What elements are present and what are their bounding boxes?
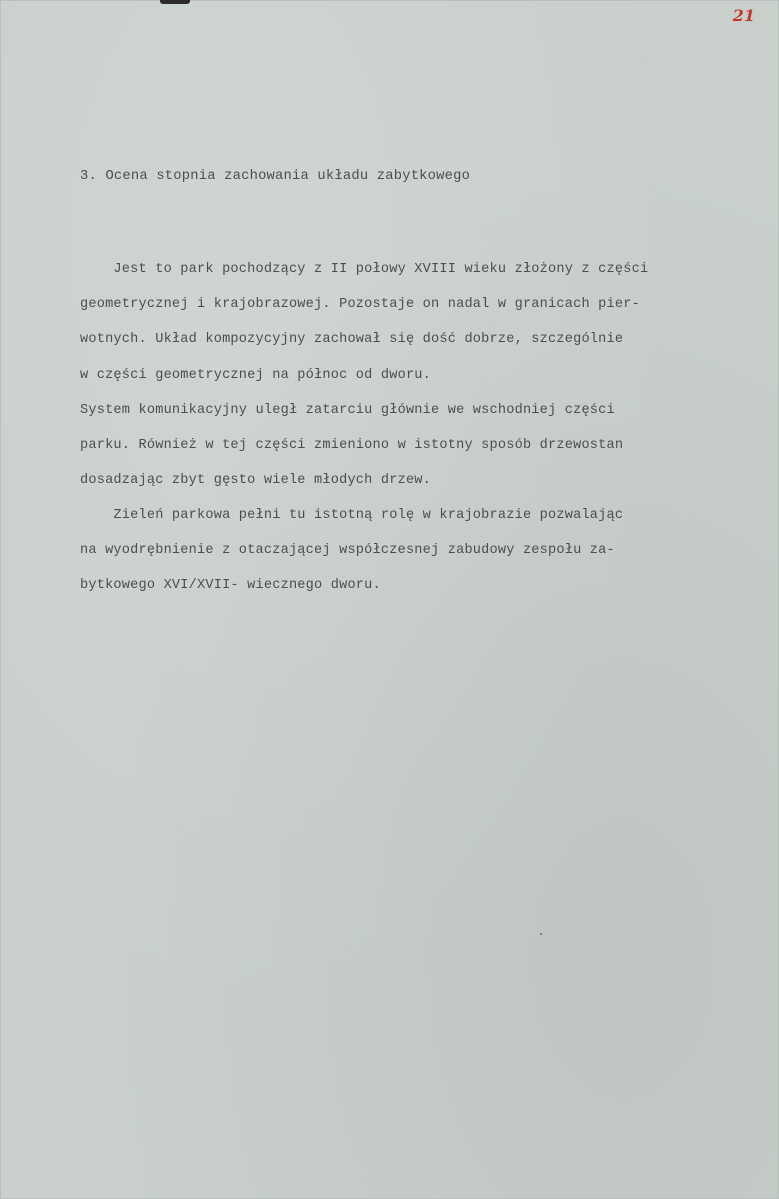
page-number: 21 [732, 6, 755, 25]
body-line-1: Jest to park pochodzący z II połowy XVIII wieku złożony z części [80, 262, 649, 277]
body-line-9: na wyodrębnienie z otaczającej współczesnej zabudowy zespołu za- [80, 543, 615, 558]
speck [540, 933, 542, 935]
body-line-4: w części geometrycznej na północ od dworu. [80, 368, 432, 383]
body-line-8: Zieleń parkowa pełni tu istotną rolę w krajobrazie pozwalając [80, 508, 624, 523]
body-line-6: parku. Również w tej części zmieniono w istotny sposób drzewostan [80, 438, 624, 453]
body-line-3: wotnych. Układ kompozycyjny zachował się dość dobrze, szczególnie [80, 332, 624, 347]
section-heading: 3. Ocena stopnia zachowania układu zabytkowego [80, 169, 471, 184]
top-edge-mark [160, 0, 190, 4]
body-line-2: geometrycznej i krajobrazowej. Pozostaje on nadal w granicach pier- [80, 297, 640, 312]
body-line-5: System komunikacyjny uległ zatarciu głównie we wschodniej części [80, 403, 615, 418]
body-line-7: dosadzając zbyt gęsto wiele młodych drzew. [80, 473, 432, 488]
body-line-10: bytkowego XVI/XVII- wiecznego dworu. [80, 578, 381, 593]
